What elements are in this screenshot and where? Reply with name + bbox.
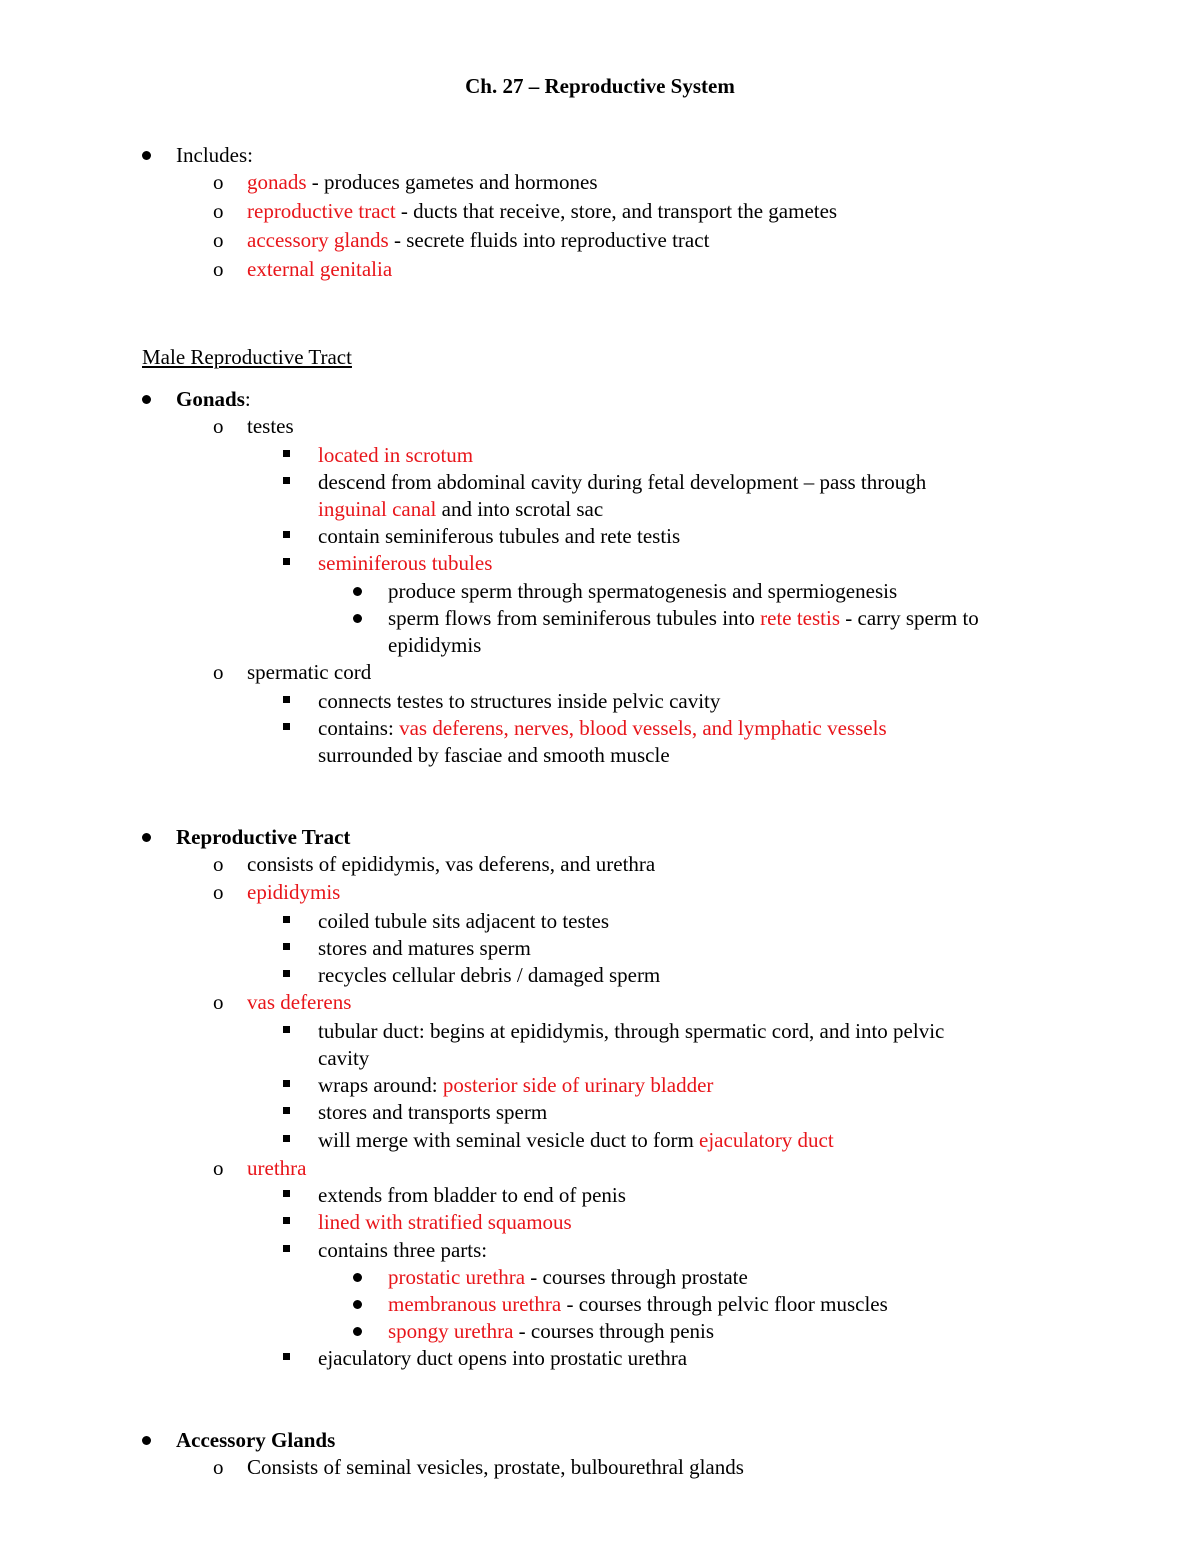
list-item-continued: inguinal canal and into scrotal sac [318,497,604,521]
circle-bullet-icon: o [213,1455,224,1479]
list-item: external genitalia [247,257,393,281]
list-item-continued: epididymis [388,633,482,657]
list-item: urethra [247,1156,307,1180]
bullet-icon [353,1273,362,1282]
list-item: ejaculatory duct opens into prostatic urethra [318,1346,688,1370]
list-item: prostatic urethra - courses through prostate [388,1265,748,1289]
list-item: contains: vas deferens, nerves, blood vessels, and lymphatic vessels [318,716,887,740]
list-item: recycles cellular debris / damaged sperm [318,963,661,987]
list-item: gonads - produces gametes and hormones [247,170,598,194]
square-bullet-icon [283,1245,290,1252]
bullet-icon [353,614,362,623]
square-bullet-icon [283,450,290,457]
circle-bullet-icon: o [213,880,224,904]
list-item-continued: surrounded by fasciae and smooth muscle [318,743,670,767]
square-bullet-icon [283,1217,290,1224]
square-bullet-icon [283,1353,290,1360]
bullet-icon [142,151,151,160]
square-bullet-icon [283,1026,290,1033]
square-bullet-icon [283,558,290,565]
bullet-icon [142,1436,151,1445]
page-title: Ch. 27 – Reproductive System [465,74,735,98]
list-item: extends from bladder to end of penis [318,1183,626,1207]
square-bullet-icon [283,1107,290,1114]
list-item: sperm flows from seminiferous tubules into rete testis - carry sperm to [388,606,979,630]
circle-bullet-icon: o [213,199,224,223]
gonads-heading: Gonads: [176,387,251,411]
list-item: connects testes to structures inside pelvic cavity [318,689,721,713]
list-item: testes [247,414,294,438]
tract-heading: Reproductive Tract [176,825,351,849]
list-item: Consists of seminal vesicles, prostate, bulbourethral glands [247,1455,744,1479]
square-bullet-icon [283,723,290,730]
list-item: stores and transports sperm [318,1100,548,1124]
list-item: contain seminiferous tubules and rete testis [318,524,681,548]
circle-bullet-icon: o [213,170,224,194]
list-item: descend from abdominal cavity during fetal development – pass through [318,470,927,494]
section-heading: Male Reproductive Tract [142,345,352,369]
accessory-heading: Accessory Glands [176,1428,336,1452]
circle-bullet-icon: o [213,660,224,684]
bullet-icon [353,1327,362,1336]
list-item: wraps around: posterior side of urinary bladder [318,1073,714,1097]
list-item: membranous urethra - courses through pelvic floor muscles [388,1292,888,1316]
list-item: contains three parts: [318,1238,488,1262]
circle-bullet-icon: o [213,852,224,876]
square-bullet-icon [283,477,290,484]
circle-bullet-icon: o [213,257,224,281]
list-item: consists of epididymis, vas deferens, and urethra [247,852,656,876]
circle-bullet-icon: o [213,1156,224,1180]
list-item: lined with stratified squamous [318,1210,572,1234]
square-bullet-icon [283,943,290,950]
includes-label: Includes: [176,143,253,167]
circle-bullet-icon: o [213,990,224,1014]
list-item: located in scrotum [318,443,474,467]
square-bullet-icon [283,970,290,977]
list-item: spongy urethra - courses through penis [388,1319,715,1343]
square-bullet-icon [283,1190,290,1197]
circle-bullet-icon: o [213,414,224,438]
square-bullet-icon [283,696,290,703]
square-bullet-icon [283,916,290,923]
bullet-icon [142,833,151,842]
list-item: accessory glands - secrete fluids into reproductive tract [247,228,710,252]
list-item: produce sperm through spermatogenesis and spermiogenesis [388,579,898,603]
list-item: spermatic cord [247,660,372,684]
square-bullet-icon [283,1135,290,1142]
square-bullet-icon [283,531,290,538]
bullet-icon [353,587,362,596]
square-bullet-icon [283,1080,290,1087]
circle-bullet-icon: o [213,228,224,252]
list-item-continued: cavity [318,1046,370,1070]
list-item: reproductive tract - ducts that receive, store, and transport the gametes [247,199,838,223]
bullet-icon [353,1300,362,1309]
list-item: tubular duct: begins at epididymis, through spermatic cord, and into pelvic [318,1019,945,1043]
list-item: vas deferens [247,990,352,1014]
list-item: epididymis [247,880,341,904]
list-item: will merge with seminal vesicle duct to form ejaculatory duct [318,1128,834,1152]
list-item: stores and matures sperm [318,936,531,960]
list-item: coiled tubule sits adjacent to testes [318,909,610,933]
bullet-icon [142,395,151,404]
list-item: seminiferous tubules [318,551,493,575]
